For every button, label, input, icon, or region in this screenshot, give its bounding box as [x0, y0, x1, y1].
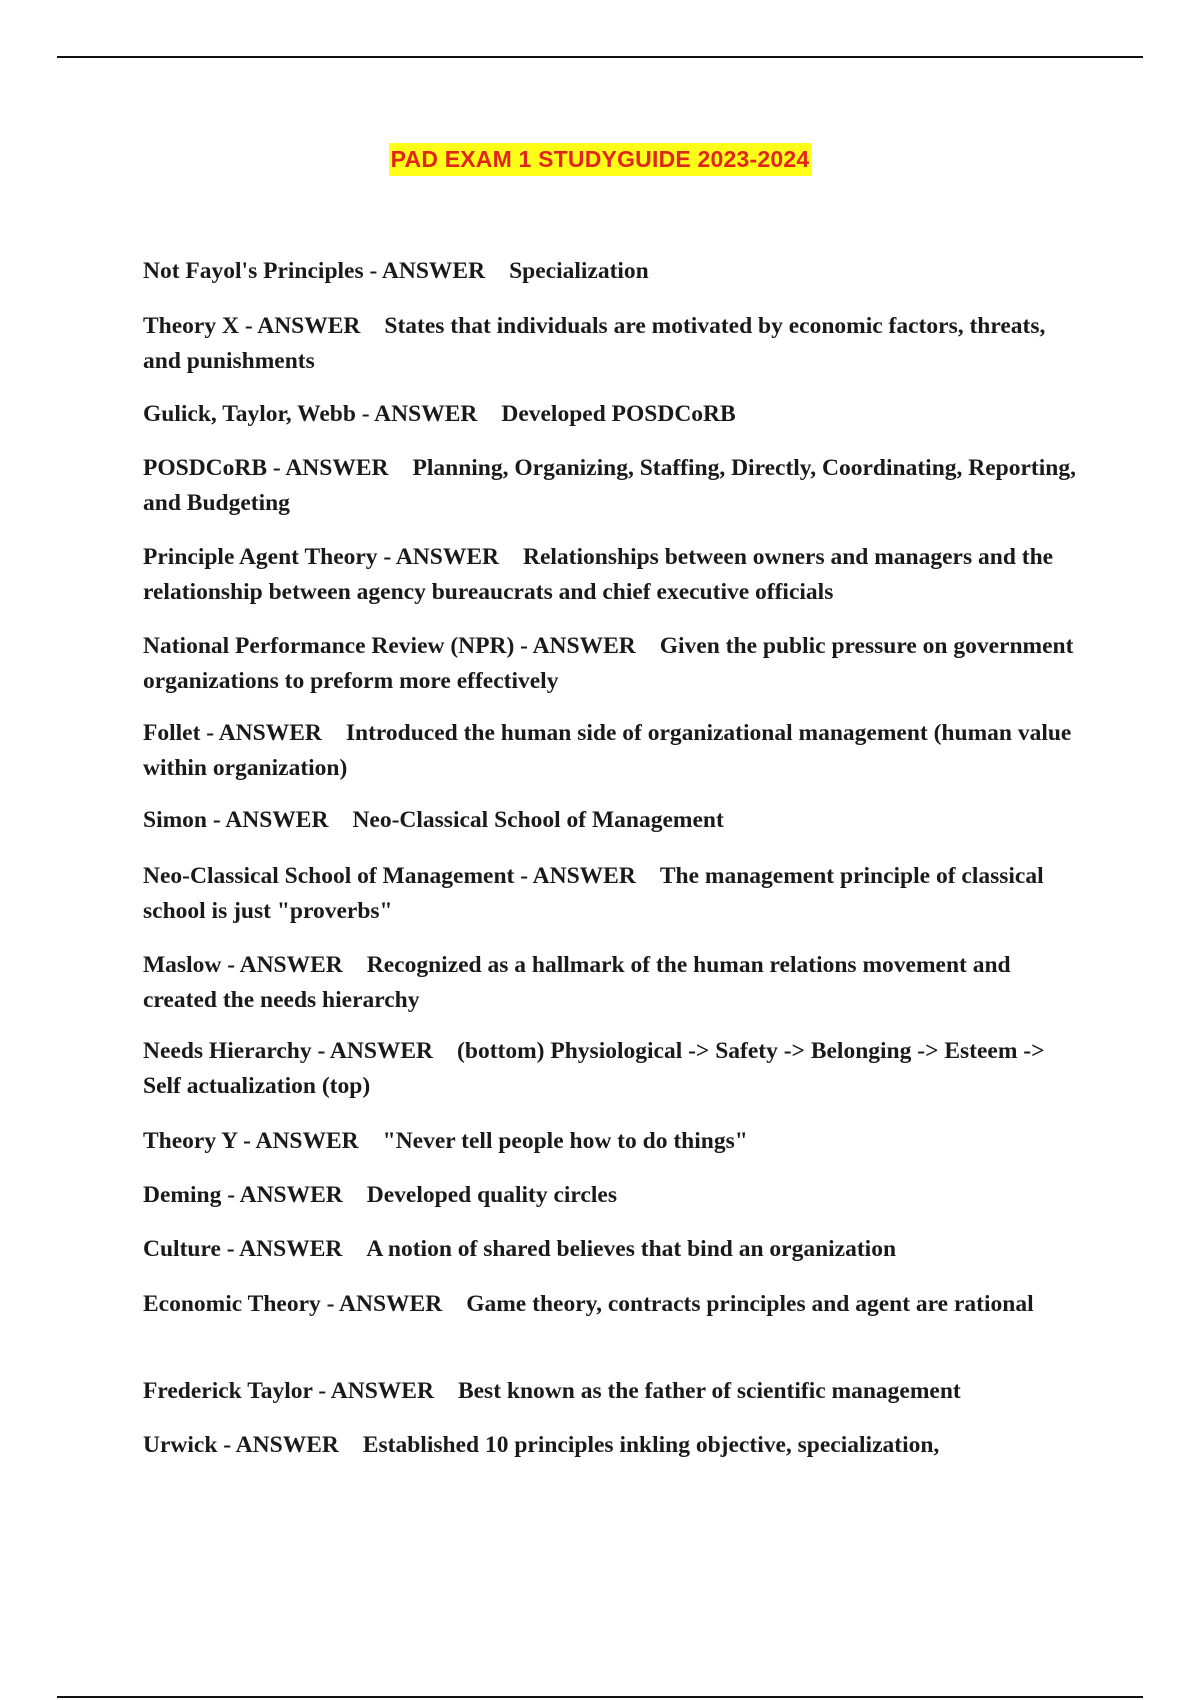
qa-entry — [143, 803, 1088, 838]
entry-term: Deming - ANSWER — [143, 1182, 343, 1208]
document-title: PAD EXAM 1 STUDYGUIDE 2023-2024 — [389, 143, 812, 176]
entry-answer: The management principle of classical school is just "proverbs" — [143, 863, 1044, 924]
qa-entry — [143, 254, 1088, 289]
entry-answer: Recognized as a hallmark of the human relations movement and created the needs hierarchy — [143, 952, 1011, 1013]
qa-entry — [143, 540, 1088, 610]
entry-answer: Best known as the father of scientific management — [457, 1378, 961, 1404]
bottom-rule — [57, 1696, 1143, 1698]
entry-answer: Established 10 principles inkling objective, specialization, — [362, 1432, 940, 1458]
entry-answer: Game theory, contracts principles and agent are rational — [466, 1291, 1034, 1317]
entry-answer: "Never tell people how to do things" — [382, 1128, 748, 1154]
entry-answer: Planning, Organizing, Staffing, Directly, Coordinating, Reporting, and Budgeting — [143, 455, 1076, 516]
entry-answer: States that individuals are motivated by economic factors, threats, and punishments — [143, 313, 1046, 374]
entry-answer: A notion of shared believes that bind an organization — [366, 1236, 897, 1262]
entry-term: Follet - ANSWER — [143, 720, 322, 746]
entry-term: Theory X - ANSWER — [143, 313, 361, 339]
entry-term: National Performance Review (NPR) - ANSWER — [143, 633, 636, 659]
qa-entry — [143, 1374, 1088, 1409]
qa-entry — [143, 1034, 1088, 1104]
entry-term: Needs Hierarchy - ANSWER — [143, 1038, 434, 1064]
entry-term: Neo-Classical School of Management - ANSWER — [143, 863, 636, 889]
qa-entry — [143, 1178, 1088, 1213]
entry-term: Principle Agent Theory - ANSWER — [143, 544, 499, 570]
entry-answer: Specialization — [509, 258, 649, 284]
entry-term: Urwick - ANSWER — [143, 1432, 339, 1458]
entry-answer: (bottom) Physiological -> Safety -> Belonging -> Esteem -> Self actualization (top) — [143, 1038, 1045, 1099]
qa-entry — [143, 397, 1088, 432]
entry-term: Economic Theory - ANSWER — [143, 1291, 443, 1317]
entry-term: Culture - ANSWER — [143, 1236, 343, 1262]
entry-term: Not Fayol's Principles - ANSWER — [143, 258, 486, 284]
top-rule — [57, 56, 1143, 58]
entry-term: Simon - ANSWER — [143, 807, 329, 833]
entry-term: Frederick Taylor - ANSWER — [143, 1378, 434, 1404]
entry-term: POSDCoRB - ANSWER — [143, 455, 389, 481]
qa-entry — [143, 859, 1088, 929]
entry-answer: Given the public pressure on government organizations to preform more effectively — [143, 633, 1074, 694]
qa-entry — [143, 1232, 1088, 1267]
entry-answer: Introduced the human side of organizational management (human value within organization) — [143, 720, 1072, 781]
entry-answer: Developed POSDCoRB — [501, 401, 736, 427]
qa-entry — [143, 1287, 1088, 1322]
qa-entry — [143, 716, 1088, 786]
entry-term: Gulick, Taylor, Webb - ANSWER — [143, 401, 478, 427]
entry-term: Theory Y - ANSWER — [143, 1128, 359, 1154]
entry-answer: Neo-Classical School of Management — [352, 807, 724, 833]
title-container — [0, 143, 1200, 176]
qa-entry — [143, 1124, 1088, 1159]
qa-entry — [143, 1428, 1088, 1463]
entry-term: Maslow - ANSWER — [143, 952, 343, 978]
qa-entry — [143, 948, 1088, 1018]
qa-entry — [143, 451, 1088, 521]
entry-answer: Developed quality circles — [366, 1182, 617, 1208]
qa-entry — [143, 629, 1088, 699]
qa-entry — [143, 309, 1088, 379]
entry-answer: Relationships between owners and managers and the relationship between agency bureaucrats and chief executive officials — [143, 544, 1054, 605]
